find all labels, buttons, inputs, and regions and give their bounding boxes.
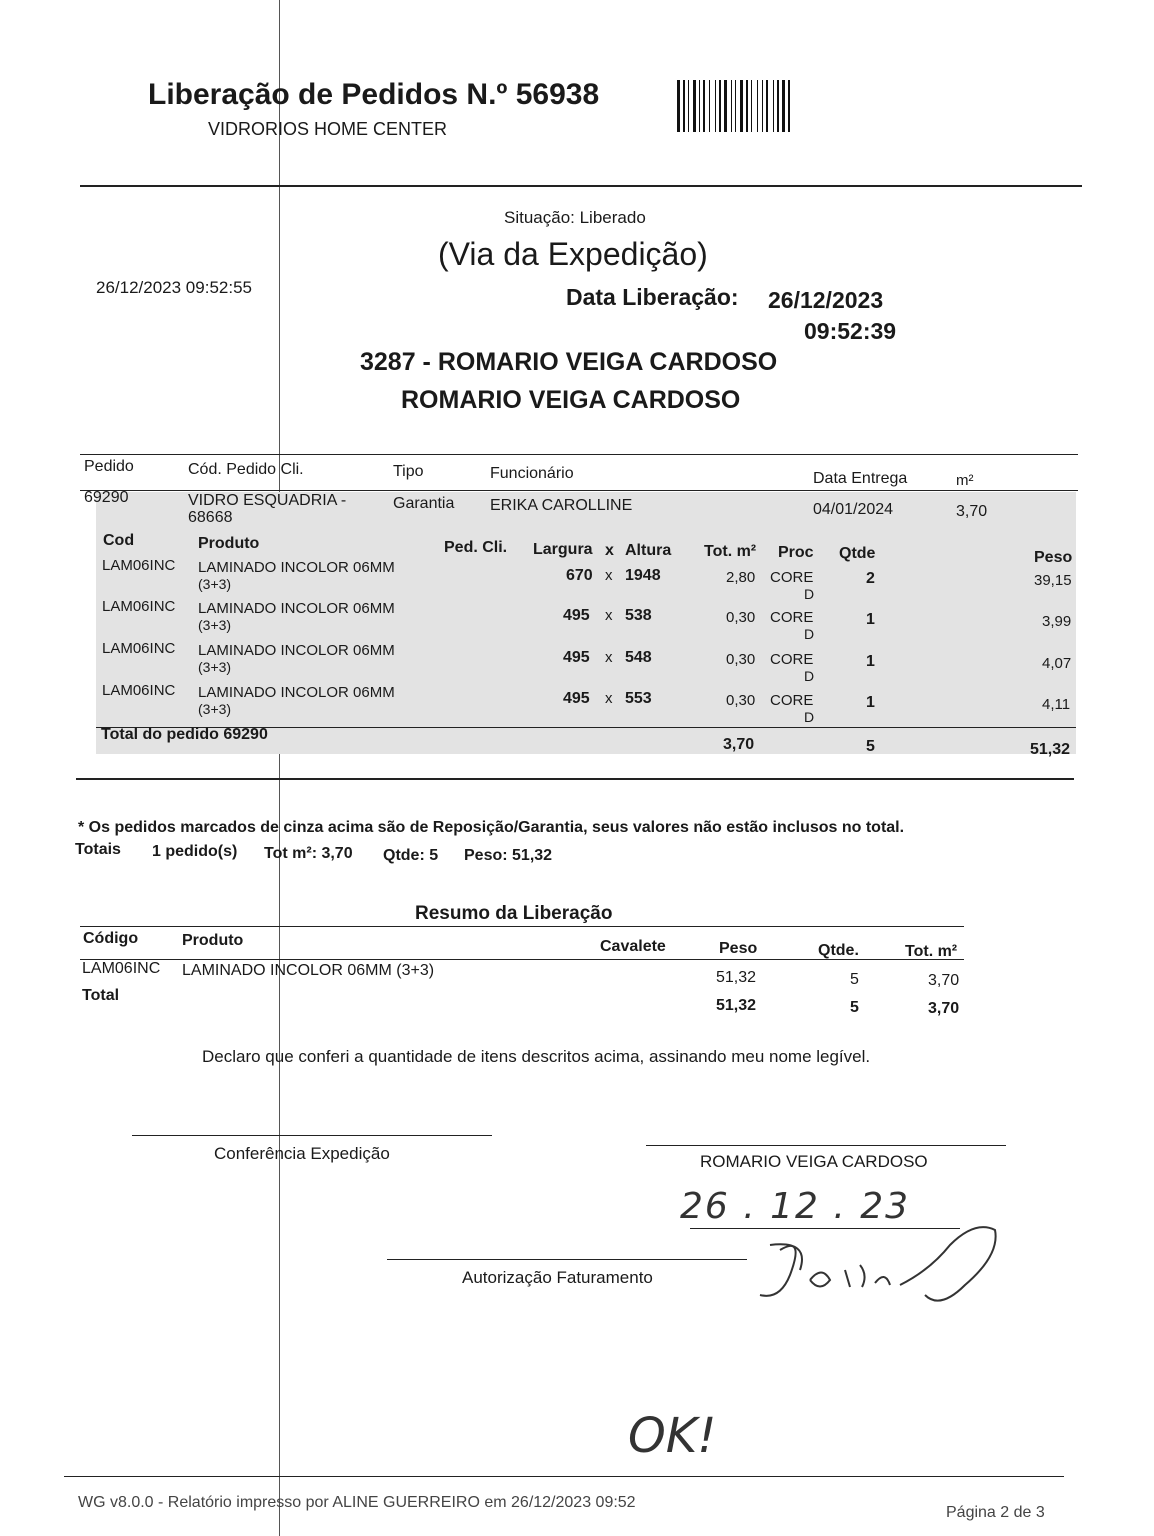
summary-top-rule (80, 926, 964, 927)
item-produto-sub: (3+3) (198, 701, 232, 717)
item-x: x (605, 649, 613, 666)
order-total-label: Total do pedido 69290 (101, 726, 268, 743)
summary-col-produto: Produto (182, 932, 244, 949)
item-altura: 1948 (625, 567, 661, 584)
item-proc-sub: D (804, 709, 815, 725)
item-largura: 495 (563, 649, 590, 666)
item-peso: 4,07 (1042, 655, 1072, 672)
summary-qtde: 5 (850, 971, 859, 988)
item-proc: CORE (770, 609, 814, 626)
conferencia-signature-line (132, 1135, 492, 1136)
summary-total-qtde: 5 (850, 999, 859, 1016)
col-data-entrega: Data Entrega (813, 470, 908, 487)
summary-title: Resumo da Liberação (415, 903, 613, 924)
item-proc: CORE (770, 692, 814, 709)
items-col-ped-cli: Ped. Cli. (444, 539, 508, 556)
item-largura: 495 (563, 607, 590, 624)
order-table-top-rule (80, 454, 1078, 455)
item-produto-sub: (3+3) (198, 659, 232, 675)
status-text: Situação: Liberado (504, 208, 646, 227)
client-signature-line (646, 1145, 1006, 1146)
header-divider (80, 185, 1082, 187)
totals-label: Totais (75, 841, 121, 858)
item-altura: 553 (625, 690, 652, 707)
items-col-cod: Cod (103, 532, 135, 549)
totals-pedidos: 1 pedido(s) (152, 843, 238, 860)
summary-tot-m2: 3,70 (928, 972, 960, 989)
item-produto: LAMINADO INCOLOR 06MM (198, 684, 395, 701)
item-proc: CORE (770, 569, 814, 586)
client-name: ROMARIO VEIGA CARDOSO (401, 386, 741, 414)
footer-printed-by: WG v8.0.0 - Relatório impresso por ALINE GUERREIRO em 26/12/2023 09:52 (78, 1494, 636, 1511)
item-tot-m2: 0,30 (726, 692, 756, 709)
item-tot-m2: 0,30 (726, 609, 756, 626)
scan-line (279, 0, 280, 1536)
order-cod-line1: VIDRO ESQUADRIA - (188, 492, 347, 509)
company-name: VIDRORIOS HOME CENTER (208, 119, 448, 139)
summary-codigo: LAM06INC (82, 960, 161, 977)
item-x: x (605, 607, 613, 624)
col-pedido: Pedido (84, 458, 134, 475)
page-title: Liberação de Pedidos N.º 56938 (148, 78, 600, 111)
item-qtde: 2 (866, 570, 875, 587)
release-time: 09:52:39 (804, 318, 897, 344)
item-peso: 4,11 (1042, 696, 1071, 713)
item-peso: 39,15 (1034, 572, 1072, 589)
col-m2: m² (956, 472, 974, 489)
order-m2: 3,70 (956, 503, 988, 520)
order-total-peso: 51,32 (1030, 741, 1071, 758)
item-produto-sub: (3+3) (198, 576, 232, 592)
items-col-x: x (605, 542, 614, 559)
summary-col-cavalete: Cavalete (600, 938, 666, 955)
autorizacao-signature-line (387, 1259, 747, 1260)
barcode (677, 80, 853, 132)
order-header-rule (80, 490, 1078, 491)
item-x: x (605, 690, 613, 707)
item-produto: LAMINADO INCOLOR 06MM (198, 642, 395, 659)
item-altura: 548 (625, 649, 652, 666)
item-tot-m2: 2,80 (726, 569, 756, 586)
items-col-peso: Peso (1034, 549, 1073, 566)
release-date: 26/12/2023 (768, 287, 884, 313)
summary-total-label: Total (82, 987, 120, 1004)
items-col-proc: Proc (778, 544, 814, 561)
footer-rule (64, 1476, 1064, 1477)
items-col-tot-m2: Tot. m² (704, 543, 757, 560)
item-qtde: 1 (866, 694, 875, 711)
footer-page-number: Página 2 de 3 (946, 1504, 1045, 1521)
item-cod: LAM06INC (102, 557, 176, 574)
item-largura: 495 (563, 690, 590, 707)
order-funcionario: ERIKA CAROLLINE (490, 497, 633, 514)
order-table-bottom-rule (76, 778, 1074, 780)
release-label: Data Liberação: (566, 284, 739, 310)
item-produto-sub: (3+3) (198, 617, 232, 633)
item-largura: 670 (566, 567, 593, 584)
items-col-largura: Largura (533, 541, 593, 558)
totals-peso: Peso: 51,32 (464, 847, 553, 864)
client-signature-name: ROMARIO VEIGA CARDOSO (700, 1152, 928, 1171)
handwritten-ok: OK! (628, 1408, 717, 1464)
item-x: x (605, 567, 613, 584)
summary-total-peso: 51,32 (716, 997, 757, 1014)
order-total-qtde: 5 (866, 738, 875, 755)
summary-col-peso: Peso (719, 940, 758, 957)
order-data-entrega: 04/01/2024 (813, 501, 894, 518)
item-altura: 538 (625, 607, 652, 624)
item-proc-sub: D (804, 586, 815, 602)
order-cod-line2: 68668 (188, 509, 233, 526)
totals-tot-m2: Tot m²: 3,70 (264, 845, 353, 862)
declaration-text: Declaro que conferi a quantidade de itens descritos acima, assinando meu nome legível. (202, 1047, 871, 1066)
summary-col-codigo: Código (83, 930, 139, 947)
item-tot-m2: 0,30 (726, 651, 756, 668)
item-cod: LAM06INC (102, 682, 176, 699)
summary-produto: LAMINADO INCOLOR 06MM (3+3) (182, 962, 435, 979)
order-total-m2: 3,70 (723, 736, 755, 753)
client-code-name: 3287 - ROMARIO VEIGA CARDOSO (360, 348, 778, 376)
summary-col-qtde: Qtde. (818, 942, 859, 959)
summary-header-rule (80, 959, 964, 960)
conferencia-label: Conferência Expedição (214, 1144, 390, 1163)
item-proc-sub: D (804, 626, 815, 642)
order-pedido: 69290 (84, 489, 129, 506)
item-qtde: 1 (866, 653, 875, 670)
via-title: (Via da Expedição) (438, 236, 708, 272)
item-cod: LAM06INC (102, 640, 176, 657)
item-peso: 3,99 (1042, 613, 1072, 630)
col-cod-pedido-cli: Cód. Pedido Cli. (188, 461, 304, 478)
item-proc-sub: D (804, 668, 815, 684)
items-col-qtde: Qtde (839, 545, 876, 562)
item-cod: LAM06INC (102, 598, 176, 615)
item-produto: LAMINADO INCOLOR 06MM (198, 559, 395, 576)
handwritten-signature (750, 1215, 1000, 1315)
item-produto: LAMINADO INCOLOR 06MM (198, 600, 395, 617)
col-funcionario: Funcionário (490, 465, 574, 482)
item-proc: CORE (770, 651, 814, 668)
garantia-note: * Os pedidos marcados de cinza acima são de Reposição/Garantia, seus valores não estão inclusos no total. (78, 819, 905, 836)
col-tipo: Tipo (393, 463, 424, 480)
items-col-produto: Produto (198, 535, 260, 552)
summary-peso: 51,32 (716, 969, 757, 986)
autorizacao-label: Autorização Faturamento (462, 1268, 653, 1287)
items-col-altura: Altura (625, 542, 672, 559)
print-datetime: 26/12/2023 09:52:55 (96, 278, 252, 297)
handwritten-date: 26 . 12 . 23 (680, 1186, 911, 1227)
summary-total-tot-m2: 3,70 (928, 1000, 960, 1017)
totals-qtde: Qtde: 5 (383, 847, 439, 864)
item-qtde: 1 (866, 611, 875, 628)
order-tipo: Garantia (393, 495, 455, 512)
summary-col-tot-m2: Tot. m² (905, 943, 958, 960)
